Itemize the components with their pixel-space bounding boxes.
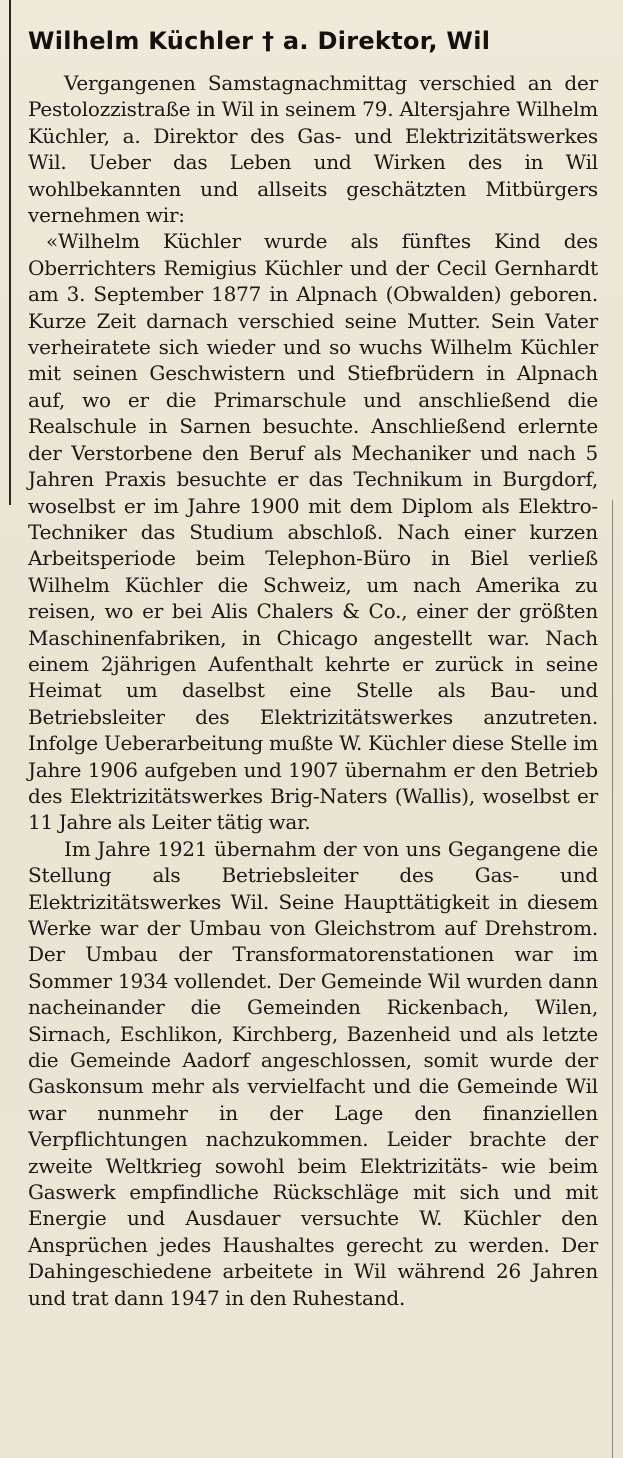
- obituary-article: [28, 24, 598, 1311]
- column-rule-right: [612, 500, 613, 1458]
- paragraph-intro: Vergangenen Samstagnachmittag verschied an der Pestolozzistraße in Wil in seinem 79. Altersjahre Wilhelm Küchler, a. Direktor des Gas- und Elektrizitätswerkes Wil. Ueber das Leben und Wirken des in Wil wohlbekannten und allseits geschätzten Mitbürgers vernehmen wir:: [28, 71, 598, 228]
- paragraph-career-wil: Im Jahre 1921 übernahm der von uns Gegangene die Stellung als Betriebsleiter des Gas- und Elektrizitätswerkes Wil. Seine Haupttätigkeit in diesem Werke war der Umbau von Gleichstrom auf Drehstrom. Der Umbau der Transformatorenstationen war im Sommer 1934 vollendet. Der Gemeinde Wil wurden dann nacheinander die Gemeinden Rickenbach, Wilen, Sirnach, Eschlikon, Kirchberg, Bazenheid und als letzte die Gemeinde Aadorf angeschlossen, somit wurde der Gaskonsum mehr als vervielfacht und die Gemeinde Wil war nunmehr in der Lage den finanziellen Verpflichtungen nachzukommen. Leider brachte der zweite Weltkrieg sowohl beim Elektrizitäts- wie beim Gaswerk empfindliche Rückschläge mit sich und mit Energie und Ausdauer versuchte W. Küchler den Ansprüchen jedes Haushaltes gerecht zu werden. Der Dahingeschiedene arbeitete in Wil während 26 Jahren und trat dann 1947 in den Ruhestand.: [28, 836, 598, 1310]
- paragraph-biography: «Wilhelm Küchler wurde als fünftes Kind des Oberrichters Remigius Küchler und der Cecil Gernhardt am 3. September 1877 in Alpnach (Obwalden) geboren. Kurze Zeit darnach verschied seine Mutter. Sein Vater verheiratete sich wieder und so wuchs Wilhelm Küchler mit seinen Geschwistern und Stiefbrüdern in Alpnach auf, wo er die Primarschule und anschließend die Realschule in Sarnen besuchte. Anschließend erlernte der Verstorbene den Beruf als Mechaniker und nach 5 Jahren Praxis besuchte er das Technikum in Burgdorf, woselbst er im Jahre 1900 mit dem Diplom als Elektro-Techniker das Studium abschloß. Nach einer kurzen Arbeitsperiode beim Telephon-Büro in Biel verließ Wilhelm Küchler die Schweiz, um nach Amerika zu reisen, wo er bei Alis Chalers & Co., einer der größten Maschinenfabriken, in Chicago angestellt war. Nach einem 2jährigen Aufenthalt kehrte er zurück in seine Heimat um daselbst eine Stelle als Bau- und Betriebsleiter des Elektrizitätswerkes anzutreten. Infolge Ueberarbeitung mußte W. Küchler diese Stelle im Jahre 1906 aufgeben und 1907 übernahm er den Betrieb des Elektrizitätswerkes Brig-Naters (Wallis), woselbst er 11 Jahre als Leiter tätig war.: [28, 229, 598, 835]
- article-headline: Wilhelm Küchler † a. Direktor, Wil: [28, 27, 491, 55]
- article-body: [28, 70, 598, 1311]
- column-rule-left: [9, 0, 11, 505]
